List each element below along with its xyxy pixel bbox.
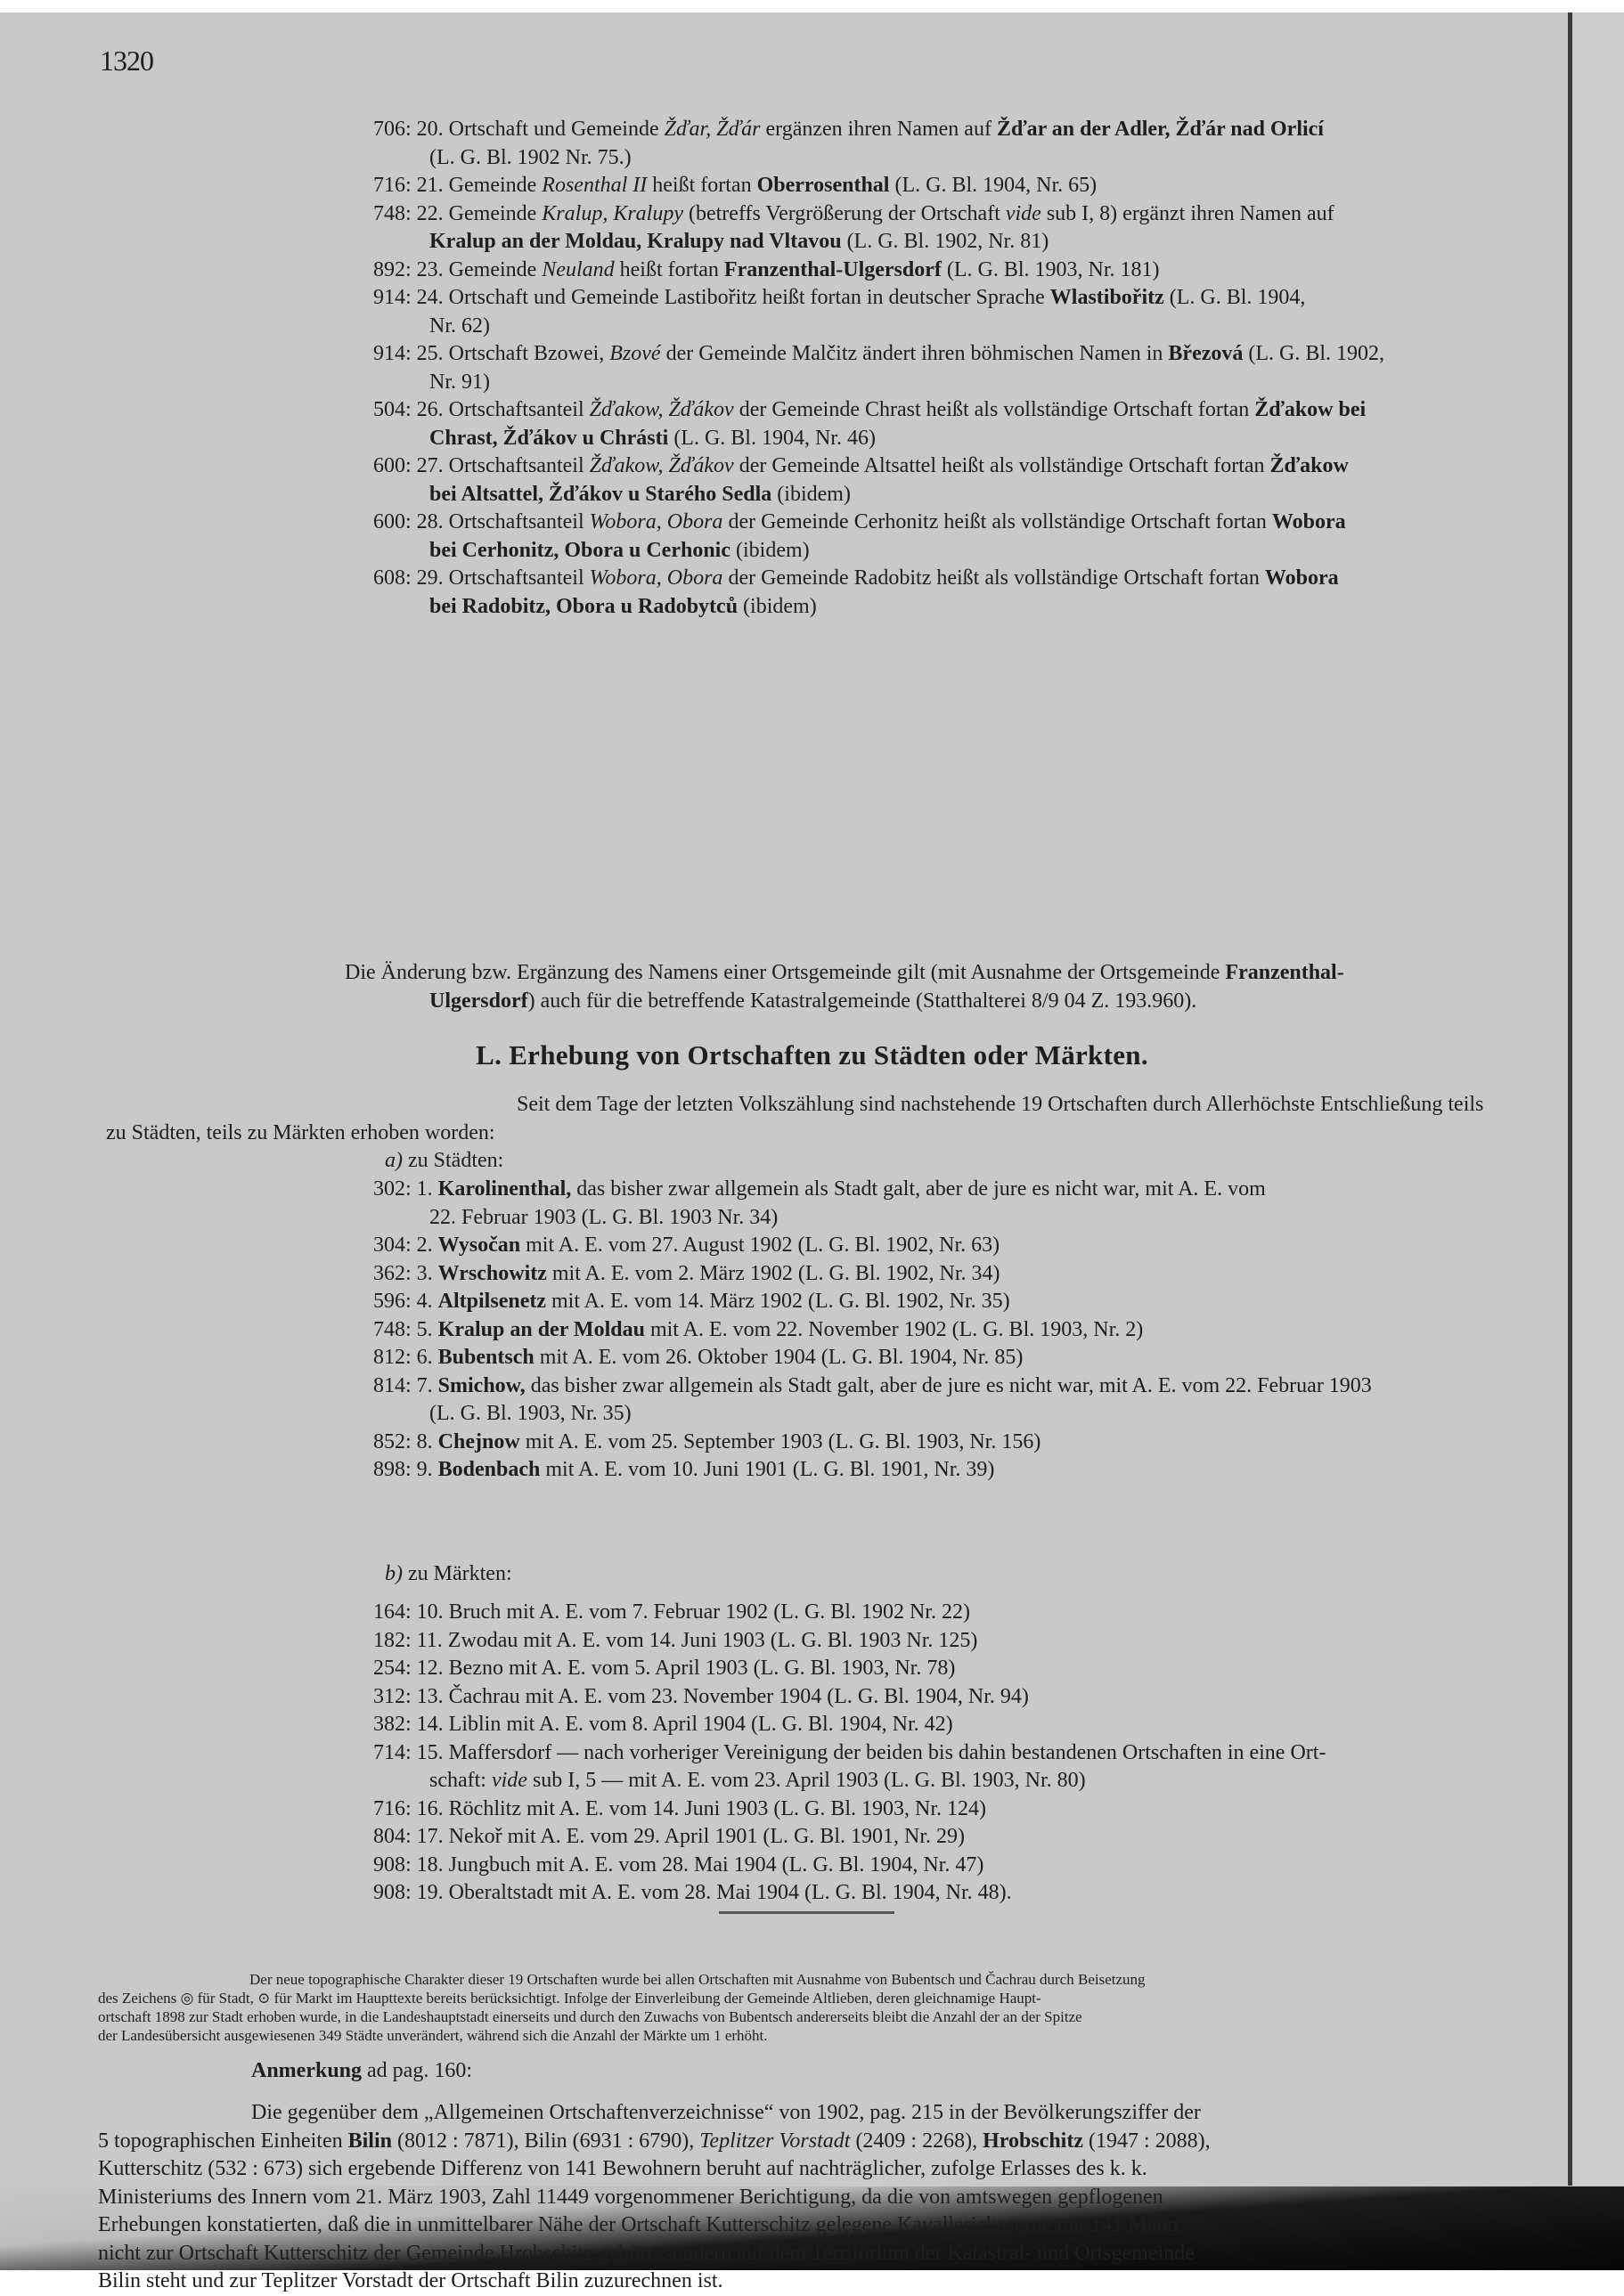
footnote-line: der Landesübersicht ausgewiesenen 349 Städte unverändert, während sich die Anzahl der Märkte um 1 erhöht. — [98, 2027, 768, 2044]
renaming-item-line-1: 600: 28. Ortschaftsanteil Wobora, Obora der Gemeinde Cerhonitz heißt als vollständige Ortschaft fortan Wobora — [373, 510, 1346, 533]
remark-line: nicht zur Ortschaft Kutterschitz der Gemeinde Hrobschitz gehört, sondern auf dem Territorium der Katastral- und Ortsgemeinde — [98, 2241, 1195, 2265]
city-item-line-1: 852: 8. Chejnow mit A. E. vom 25. September 1903 (L. G. Bl. 1903, Nr. 156) — [373, 1429, 1041, 1453]
entry-reference: 362: 3. — [373, 1261, 438, 1285]
market-item — [373, 1627, 1518, 1656]
renaming-item-line-2: bei Altsattel, Žďákov u Starého Sedla (ibidem) — [429, 482, 851, 506]
market-item-line-1: 312: 13. Čachrau mit A. E. vom 23. November 1904 (L. G. Bl. 1904, Nr. 94) — [373, 1684, 1029, 1708]
remark-line: Die gegenüber dem „Allgemeinen Ortschaftenverzeichnisse“ von 1902, pag. 215 in der Bevölkerungsziffer der — [251, 2101, 1201, 2124]
market-item-line-1: 908: 19. Oberaltstadt mit A. E. vom 28. Mai 1904 (L. G. Bl. 1904, Nr. 48). — [373, 1881, 1012, 1904]
entry-reference: 608: 29. — [373, 566, 449, 590]
entry-reference: 504: 26. — [373, 398, 449, 421]
renaming-item — [373, 340, 1518, 396]
entry-reference: 706: 20. — [373, 118, 449, 141]
renaming-note — [345, 959, 1518, 1015]
market-item — [373, 1852, 1518, 1880]
remark-line: Kutterschitz (532 : 673) sich ergebende Differenz von 141 Bewohnern beruht auf nachträglicher, zufolge Erlasses des k. k. — [98, 2157, 1147, 2180]
renaming-item-line-1: 504: 26. Ortschaftsanteil Žďakow, Žďákov der Gemeinde Chrast heißt als vollständige Ortschaft fortan Žďakow bei — [373, 398, 1367, 421]
section-l-intro-line-1: Seit dem Tage der letzten Volkszählung sind nachstehende 19 Ortschaften durch Allerhöchste Entschließung teils — [517, 1093, 1484, 1116]
renaming-item — [373, 116, 1518, 172]
market-item — [373, 1599, 1518, 1627]
city-item-line-1: 362: 3. Wrschowitz mit A. E. vom 2. März 1902 (L. G. Bl. 1902, Nr. 34) — [373, 1261, 1000, 1285]
entry-reference: 892: 23. — [373, 257, 449, 281]
cities-heading: a) zu Städten: — [385, 1149, 504, 1172]
renaming-item — [373, 172, 1518, 200]
entry-reference: 898: 9. — [373, 1458, 438, 1481]
entry-reference: 908: 18. — [373, 1852, 449, 1877]
city-item-line-1: 814: 7. Smichow, das bisher zwar allgemein als Stadt galt, aber de jure es nicht war, mit A. E. vom 22. Februar 1903 — [373, 1373, 1372, 1397]
renaming-item-line-1: 716: 21. Gemeinde Rosenthal II heißt fortan Oberrosenthal (L. G. Bl. 1904, Nr. 65) — [373, 174, 1098, 197]
renaming-item-line-1: 748: 22. Gemeinde Kralup, Kralupy (betreffs Vergrößerung der Ortschaft vide sub I, 8) ergänzt ihren Namen auf — [373, 201, 1334, 225]
renaming-item-line-2: (L. G. Bl. 1902 Nr. 75.) — [429, 145, 632, 169]
entry-reference: 914: 24. — [373, 286, 449, 309]
remark-line: Bilin steht und zur Teplitzer Vorstadt der Ortschaft Bilin zuzurechnen ist. — [98, 2269, 723, 2292]
entry-reference: 714: 15. — [373, 1740, 449, 1764]
entry-reference: 804: 17. — [373, 1825, 449, 1848]
market-item-line-1: 908: 18. Jungbuch mit A. E. vom 28. Mai 1904 (L. G. Bl. 1904, Nr. 47) — [373, 1852, 984, 1877]
renaming-item — [373, 509, 1518, 565]
remark-line: Erhebungen konstatierten, daß die in unmittelbarer Nähe der Ortschaft Kutterschitz gelegene Kavalleriekaserne mit 141 Mann — [98, 2213, 1179, 2236]
page-number: 1320 — [100, 45, 153, 77]
entry-reference: 164: 10. — [373, 1600, 449, 1624]
entry-reference: 748: 22. — [373, 201, 449, 225]
renaming-item — [373, 284, 1518, 340]
market-item — [373, 1879, 1518, 1908]
markets-heading: b) zu Märkten: — [385, 1562, 512, 1585]
entry-reference: 304: 2. — [373, 1233, 438, 1257]
renaming-note-line-1: Die Änderung bzw. Ergänzung des Namens einer Ortsgemeinde gilt (mit Ausnahme der Ortsgemeinde Franzenthal- — [345, 961, 1344, 984]
renaming-item — [373, 452, 1518, 509]
city-item-line-1: 302: 1. Karolinenthal, das bisher zwar allgemein als Stadt galt, aber de jure es nicht war, mit A. E. vom — [373, 1177, 1266, 1201]
entry-reference: 254: 12. — [373, 1657, 449, 1680]
section-l-intro — [106, 1091, 1518, 1147]
entry-reference: 914: 25. — [373, 342, 449, 365]
city-item — [373, 1260, 1518, 1289]
closing-rule — [719, 1911, 894, 1914]
market-item-line-1: 164: 10. Bruch mit A. E. vom 7. Februar 1902 (L. G. Bl. 1902 Nr. 22) — [373, 1600, 970, 1624]
renaming-item-line-1: 706: 20. Ortschaft und Gemeinde Žďar, Žďár ergänzen ihren Namen auf Žďar an der Adler, Žďár nad Orlicí — [373, 118, 1324, 141]
city-item-line-2: 22. Februar 1903 (L. G. Bl. 1903 Nr. 34) — [429, 1205, 779, 1229]
city-item — [373, 1316, 1518, 1345]
footnote — [98, 1970, 1520, 2045]
city-item — [373, 1288, 1518, 1316]
remark-body — [98, 2099, 1520, 2296]
section-l-title: L. Erhebung von Ortschaften zu Städten oder Märkten. — [476, 1039, 1148, 1071]
entry-reference: 716: 21. — [373, 174, 449, 197]
renaming-item-line-1: 608: 29. Ortschaftsanteil Wobora, Obora der Gemeinde Radobitz heißt als vollständige Ortschaft fortan Wobora — [373, 566, 1339, 590]
renaming-item-line-1: 914: 25. Ortschaft Bzowei, Bzové der Gemeinde Malčitz ändert ihren böhmischen Namen in Březová (L. G. Bl. 1902, — [373, 342, 1385, 365]
market-item — [373, 1739, 1518, 1795]
city-item — [373, 1344, 1518, 1372]
market-item-line-1: 382: 14. Liblin mit A. E. vom 8. April 1904 (L. G. Bl. 1904, Nr. 42) — [373, 1713, 953, 1736]
market-item-line-1: 254: 12. Bezno mit A. E. vom 5. April 1903 (L. G. Bl. 1903, Nr. 78) — [373, 1657, 956, 1680]
entry-reference: 852: 8. — [373, 1429, 438, 1453]
city-item-line-1: 812: 6. Bubentsch mit A. E. vom 26. Oktober 1904 (L. G. Bl. 1904, Nr. 85) — [373, 1346, 1024, 1369]
renaming-item-line-1: 914: 24. Ortschaft und Gemeinde Lastibořitz heißt fortan in deutscher Sprache Wlastibořitz (L. G. Bl. 1904, — [373, 286, 1306, 309]
entry-reference: 908: 19. — [373, 1881, 449, 1904]
entry-reference: 748: 5. — [373, 1317, 438, 1341]
renaming-item-line-2: Nr. 91) — [429, 370, 490, 394]
market-item — [373, 1795, 1518, 1824]
entry-reference: 812: 6. — [373, 1346, 438, 1369]
entry-reference: 600: 28. — [373, 510, 449, 533]
renaming-item-line-1: 892: 23. Gemeinde Neuland heißt fortan Franzenthal-Ulgersdorf (L. G. Bl. 1903, Nr. 181) — [373, 257, 1160, 281]
page-gutter-line — [1568, 12, 1572, 2186]
entry-reference: 814: 7. — [373, 1373, 438, 1397]
remark-line: Ministeriums des Innern vom 21. März 1903, Zahl 11449 vorgenommener Berichtigung, da die von amtswegen gepflogenen — [98, 2185, 1163, 2209]
market-item — [373, 1711, 1518, 1739]
city-item — [373, 1176, 1518, 1232]
city-item — [373, 1372, 1518, 1429]
city-item-line-1: 748: 5. Kralup an der Moldau mit A. E. vom 22. November 1902 (L. G. Bl. 1903, Nr. 2) — [373, 1317, 1144, 1341]
section-l-intro-line-2: zu Städten, teils zu Märkten erhoben worden: — [106, 1120, 495, 1144]
city-item — [373, 1456, 1518, 1485]
renaming-item — [373, 396, 1518, 452]
renaming-item — [373, 565, 1518, 621]
city-item — [373, 1429, 1518, 1457]
renaming-item-line-2: bei Cerhonitz, Obora u Cerhonic (ibidem) — [429, 538, 810, 562]
renaming-item-line-1: 600: 27. Ortschaftsanteil Žďakow, Žďákov der Gemeinde Altsattel heißt als vollständige Ortschaft fortan Žďakow — [373, 454, 1349, 477]
market-item — [373, 1823, 1518, 1852]
city-item-line-2: (L. G. Bl. 1903, Nr. 35) — [429, 1402, 632, 1425]
facing-page-edge — [1572, 12, 1624, 2186]
renaming-item-line-2: Chrast, Žďákov u Chrásti (L. G. Bl. 1904, Nr. 46) — [429, 426, 876, 450]
entry-reference: 596: 4. — [373, 1290, 438, 1313]
renaming-item — [373, 256, 1518, 285]
city-item-line-1: 898: 9. Bodenbach mit A. E. vom 10. Juni 1901 (L. G. Bl. 1901, Nr. 39) — [373, 1458, 995, 1481]
city-item — [373, 1232, 1518, 1260]
footnote-line: ortschaft 1898 zur Stadt erhoben wurde, in die Landeshauptstadt einerseits und durch den Zuwachs von Bubentsch andererseits bleibt die Anzahl der an der Spitze — [98, 2008, 1082, 2025]
renaming-item-line-2: Kralup an der Moldau, Kralupy nad Vltavou (L. G. Bl. 1902, Nr. 81) — [429, 230, 1049, 253]
market-item-line-1: 182: 11. Zwodau mit A. E. vom 14. Juni 1903 (L. G. Bl. 1903 Nr. 125) — [373, 1628, 978, 1652]
remark-heading: Anmerkung ad pag. 160: — [251, 2059, 473, 2082]
footnote-line: des Zeichens ◎ für Stadt, ⊙ für Markt im Haupttexte bereits berücksichtigt. Infolge der Einverleibung der Gemeinde Altlieben, deren gleichnamige Haupt- — [98, 1990, 1041, 2007]
market-item — [373, 1683, 1518, 1712]
entry-reference: 382: 14. — [373, 1713, 449, 1736]
entry-reference: 302: 1. — [373, 1177, 438, 1201]
footnote-line: Der neue topographische Charakter dieser 19 Ortschaften wurde bei allen Ortschaften mit Ausnahme von Bubentsch und Čachrau durch Beisetzung — [249, 1971, 1146, 1988]
market-item-line-1: 804: 17. Nekoř mit A. E. vom 29. April 1901 (L. G. Bl. 1901, Nr. 29) — [373, 1825, 965, 1848]
market-item — [373, 1655, 1518, 1683]
renaming-item-line-2: Nr. 62) — [429, 313, 490, 338]
city-item-line-1: 304: 2. Wysočan mit A. E. vom 27. August 1902 (L. G. Bl. 1902, Nr. 63) — [373, 1233, 1000, 1257]
city-item-line-1: 596: 4. Altpilsenetz mit A. E. vom 14. März 1902 (L. G. Bl. 1902, Nr. 35) — [373, 1290, 1010, 1313]
renaming-note-line-2: Ulgersdorf) auch für die betreffende Katastralgemeinde (Statthalterei 8/9 04 Z. 193.960). — [429, 989, 1197, 1013]
entry-reference: 312: 13. — [373, 1684, 449, 1708]
renaming-item — [373, 200, 1518, 256]
remark-line: 5 topographischen Einheiten Bilin (8012 : 7871), Bilin (6931 : 6790), Teplitzer Vorstadt (2409 : 2268), Hrobschitz (1947 : 2088), — [98, 2129, 1211, 2153]
renaming-item-line-2: bei Radobitz, Obora u Radobytců (ibidem) — [429, 594, 817, 618]
entry-reference: 182: 11. — [373, 1628, 448, 1652]
market-item-line-2: schaft: vide sub I, 5 — mit A. E. vom 23. April 1903 (L. G. Bl. 1903, Nr. 80) — [429, 1769, 1086, 1792]
entry-reference: 600: 27. — [373, 454, 449, 477]
entry-reference: 716: 16. — [373, 1796, 449, 1820]
market-item-line-1: 716: 16. Röchlitz mit A. E. vom 14. Juni 1903 (L. G. Bl. 1903, Nr. 124) — [373, 1796, 986, 1820]
market-item-line-1: 714: 15. Maffersdorf — nach vorheriger Vereinigung der beiden bis dahin bestandenen Ortschaften in eine Ort- — [373, 1740, 1326, 1764]
